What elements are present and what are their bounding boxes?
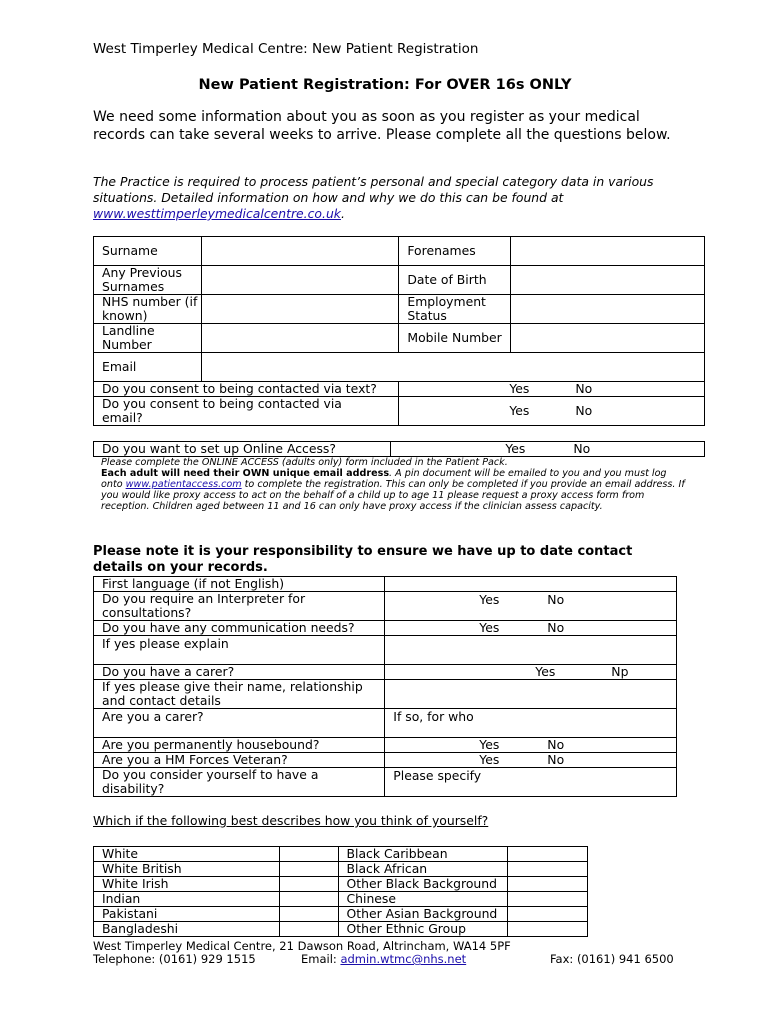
carer-details-label: If yes please give their name, relationship and contact details — [94, 680, 385, 709]
ethnicity-option-label: White Irish — [94, 877, 280, 892]
ethnicity-checkbox[interactable] — [279, 877, 338, 892]
yes-option[interactable]: Yes — [509, 381, 530, 396]
veteran-options[interactable] — [385, 753, 677, 768]
ethnicity-option-label: Other Ethnic Group — [338, 922, 508, 937]
nhs-number-field[interactable] — [201, 295, 398, 324]
nhs-number-label: NHS number (if known) — [94, 295, 202, 324]
consent-text-options[interactable] — [399, 382, 705, 397]
ethnicity-option-label: Black African — [338, 862, 508, 877]
ethnicity-table — [93, 846, 588, 937]
patient-access-link[interactable]: www.patientaccess.com — [125, 479, 242, 490]
communication-options[interactable] — [385, 621, 677, 636]
yes-option[interactable]: Yes — [509, 403, 530, 418]
mobile-field[interactable] — [511, 324, 705, 353]
interpreter-label: Do you require an Interpreter for consultations? — [94, 592, 385, 621]
no-option[interactable]: No — [573, 441, 591, 456]
disability-label: Do you consider yourself to have a disability? — [94, 768, 385, 797]
employment-field[interactable] — [511, 295, 705, 324]
yes-option[interactable]: Yes — [505, 441, 526, 456]
housebound-options[interactable] — [385, 738, 677, 753]
landline-field[interactable] — [201, 324, 398, 353]
footer-telephone: Telephone: (0161) 929 1515 — [93, 952, 256, 966]
np-option[interactable]: Np — [611, 664, 629, 679]
online-access-table — [93, 441, 705, 457]
employment-label: Employment Status — [399, 295, 511, 324]
explain-field[interactable] — [385, 636, 677, 665]
ethnicity-option-label: Black Caribbean — [338, 847, 508, 862]
ethnicity-checkbox[interactable] — [279, 892, 338, 907]
online-access-label: Do you want to set up Online Access? — [94, 442, 391, 457]
no-option[interactable]: No — [547, 620, 565, 635]
yes-option[interactable]: Yes — [535, 664, 556, 679]
ethnicity-row — [94, 847, 588, 862]
previous-surnames-label: Any Previous Surnames — [94, 266, 202, 295]
page-footer — [93, 940, 683, 966]
carer-for-who[interactable]: If so, for who — [385, 709, 677, 738]
dob-label: Date of Birth — [399, 266, 511, 295]
ethnicity-row — [94, 922, 588, 937]
online-note-2 — [101, 468, 691, 512]
footer-fax: Fax: (0161) 941 6500 — [550, 952, 674, 966]
dob-field[interactable] — [511, 266, 705, 295]
are-carer-label: Are you a carer? — [94, 709, 385, 738]
ethnicity-question: Which if the following best describes how you think of yourself? — [93, 813, 489, 828]
yes-option[interactable]: Yes — [479, 620, 500, 635]
ethnicity-checkbox[interactable] — [279, 862, 338, 877]
footer-address: West Timperley Medical Centre, 21 Dawson Road, Altrincham, WA14 5PF — [93, 939, 511, 953]
online-note-1: Please complete the ONLINE ACCESS (adults only) form included in the Patient Pack. — [101, 457, 508, 468]
explain-label: If yes please explain — [94, 636, 385, 665]
ethnicity-option-label: Bangladeshi — [94, 922, 280, 937]
intro-text: We need some information about you as soon as you register as your medical records can take several weeks to arrive. Please complete all the questions below. — [93, 109, 671, 143]
ethnicity-option-label: Other Black Background — [338, 877, 508, 892]
surname-field[interactable] — [201, 237, 398, 266]
first-language-label: First language (if not English) — [94, 577, 385, 592]
consent-email-options[interactable] — [399, 397, 705, 426]
personal-details-table — [93, 236, 705, 426]
surname-label: Surname — [94, 237, 202, 266]
ethnicity-checkbox[interactable] — [279, 907, 338, 922]
email-field[interactable] — [201, 353, 704, 382]
page-header: West Timperley Medical Centre: New Patient Registration — [93, 41, 479, 57]
interpreter-options[interactable] — [385, 592, 677, 621]
forenames-label: Forenames — [399, 237, 511, 266]
website-link[interactable]: www.westtimperleymedicalcentre.co.uk — [93, 206, 341, 221]
responsibility-note: Please note it is your responsibility to ensure we have up to date contact details on your records. — [93, 544, 633, 575]
yes-option[interactable]: Yes — [479, 752, 500, 767]
ethnicity-option-label: Chinese — [338, 892, 508, 907]
consent-text-label: Do you consent to being contacted via text? — [94, 382, 399, 397]
carer-label: Do you have a carer? — [94, 665, 385, 680]
mobile-label: Mobile Number — [399, 324, 511, 353]
ethnicity-option-label: White — [94, 847, 280, 862]
ethnicity-checkbox[interactable] — [508, 907, 588, 922]
landline-label: Landline Number — [94, 324, 202, 353]
carer-options[interactable] — [385, 665, 677, 680]
email-label: Email — [94, 353, 202, 382]
ethnicity-checkbox[interactable] — [279, 922, 338, 937]
ethnicity-row — [94, 862, 588, 877]
ethnicity-row — [94, 907, 588, 922]
communication-label: Do you have any communication needs? — [94, 621, 385, 636]
ethnicity-checkbox[interactable] — [508, 922, 588, 937]
ethnicity-checkbox[interactable] — [508, 862, 588, 877]
ethnicity-option-label: White British — [94, 862, 280, 877]
online-access-options[interactable] — [391, 442, 705, 457]
no-option[interactable]: No — [547, 737, 565, 752]
ethnicity-checkbox[interactable] — [279, 847, 338, 862]
no-option[interactable]: No — [547, 752, 565, 767]
communication-table — [93, 576, 677, 797]
veteran-label: Are you a HM Forces Veteran? — [94, 753, 385, 768]
data-processing-notice — [93, 174, 683, 222]
ethnicity-checkbox[interactable] — [508, 892, 588, 907]
no-option[interactable]: No — [547, 592, 565, 607]
ethnicity-row — [94, 892, 588, 907]
no-option[interactable]: No — [575, 381, 593, 396]
previous-surnames-field[interactable] — [201, 266, 398, 295]
ethnicity-row — [94, 877, 588, 892]
online-note-end: to complete the registration. This can only be completed if you provide an email address. If you would like proxy access to act on the behalf of a child up to age 11 please request a proxy access form from reception. Children aged between 11 and 16 can only have proxy access if the clinician assess capacity. — [101, 479, 685, 512]
online-note-rest: . A pin document will be emailed to you and you must log onto — [101, 468, 667, 490]
ethnicity-option-label: Pakistani — [94, 907, 280, 922]
first-language-field[interactable] — [385, 577, 677, 592]
ethnicity-checkbox[interactable] — [508, 877, 588, 892]
housebound-label: Are you permanently housebound? — [94, 738, 385, 753]
carer-details-field[interactable] — [385, 680, 677, 709]
online-note-bold: Each adult will need their OWN unique email address — [101, 468, 390, 479]
yes-option[interactable]: Yes — [479, 737, 500, 752]
consent-email-label: Do you consent to being contacted via email? — [94, 397, 399, 426]
online-access-note — [101, 457, 691, 512]
page-title: New Patient Registration: For OVER 16s ONLY — [198, 77, 572, 93]
footer-email-label: Email: — [301, 952, 341, 966]
yes-option[interactable]: Yes — [479, 592, 500, 607]
forenames-field[interactable] — [511, 237, 705, 266]
ethnicity-checkbox[interactable] — [508, 847, 588, 862]
ethnicity-option-label: Indian — [94, 892, 280, 907]
notice-text: The Practice is required to process patient’s personal and special category data in various situations. Detailed information on how and why we do this can be found at — [93, 174, 654, 205]
footer-email — [301, 953, 466, 966]
no-option[interactable]: No — [575, 403, 593, 418]
footer-email-link[interactable]: admin.wtmc@nhs.net — [340, 952, 467, 966]
ethnicity-option-label: Other Asian Background — [338, 907, 508, 922]
notice-end: . — [340, 206, 345, 221]
disability-specify[interactable]: Please specify — [385, 768, 677, 797]
